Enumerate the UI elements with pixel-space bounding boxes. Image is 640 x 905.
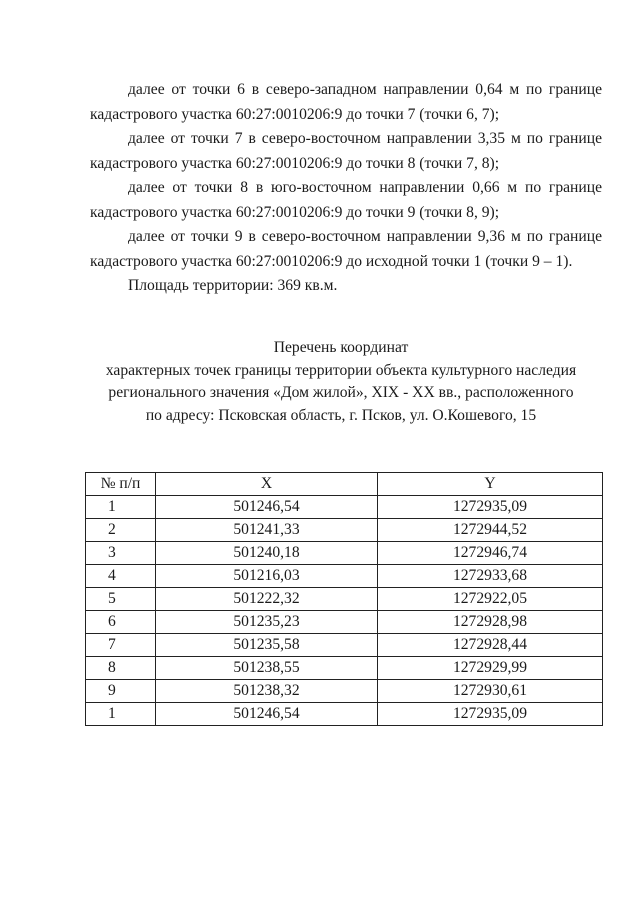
coord-y: 1272933,68 (378, 565, 603, 588)
coord-y: 1272930,61 (378, 680, 603, 703)
table-row (86, 634, 603, 657)
paragraph: далее от точки 8 в юго-восточном направлении 0,66 м по границе кадастрового участка 60:27:0010206:9 до точки 9 (точки 8, 9); (90, 179, 602, 221)
point-number: 9 (86, 680, 156, 703)
point-number: 1 (86, 496, 156, 519)
point-number: 6 (86, 611, 156, 634)
heading-line: регионального значения «Дом жилой», XIX - XX вв., расположенного (108, 384, 574, 401)
coord-x: 501235,23 (156, 611, 378, 634)
column-header-y: Y (378, 473, 603, 496)
paragraph: далее от точки 6 в северо-западном направлении 0,64 м по границе кадастрового участка 60:27:0010206:9 до точки 7 (точки 6, 7); (90, 81, 602, 123)
coord-y: 1272928,44 (378, 634, 603, 657)
table-row (86, 588, 603, 611)
point-number: 1 (86, 703, 156, 726)
point-number: 3 (86, 542, 156, 565)
coord-y: 1272929,99 (378, 657, 603, 680)
paragraph: далее от точки 9 в северо-восточном направлении 9,36 м по границе кадастрового участка 60:27:0010206:9 до исходной точки 1 (точки 9 – 1). (90, 228, 602, 270)
table-row (86, 611, 603, 634)
coord-y: 1272928,98 (378, 611, 603, 634)
paragraph: далее от точки 7 в северо-восточном направлении 3,35 м по границе кадастрового участка 60:27:0010206:9 до точки 8 (точки 7, 8); (90, 130, 602, 172)
coord-y: 1272935,09 (378, 703, 603, 726)
coord-y: 1272944,52 (378, 519, 603, 542)
coord-y: 1272935,09 (378, 496, 603, 519)
column-header-number: № п/п (86, 473, 156, 496)
column-header-x: X (156, 473, 378, 496)
table-row (86, 680, 603, 703)
coordinates-heading (80, 337, 602, 427)
heading-line: характерных точек границы территории объекта культурного наследия (105, 361, 577, 379)
table-row (86, 703, 603, 726)
coord-x: 501246,54 (156, 496, 378, 519)
boundary-description (90, 78, 602, 299)
table-row (86, 519, 603, 542)
coord-x: 501222,32 (156, 588, 378, 611)
coord-x: 501235,58 (156, 634, 378, 657)
coord-x: 501246,54 (156, 703, 378, 726)
coord-y: 1272922,05 (378, 588, 603, 611)
table-header-row (86, 473, 603, 496)
territory-area: Площадь территории: 369 кв.м. (128, 277, 338, 294)
point-number: 4 (86, 565, 156, 588)
point-number: 2 (86, 519, 156, 542)
point-number: 5 (86, 588, 156, 611)
table-row (86, 496, 603, 519)
point-number: 8 (86, 657, 156, 680)
table-row (86, 542, 603, 565)
heading-line: Перечень координат (273, 339, 409, 356)
table-row (86, 565, 603, 588)
table-row (86, 657, 603, 680)
coord-x: 501238,32 (156, 680, 378, 703)
point-number: 7 (86, 634, 156, 657)
heading-line: по адресу: Псковская область, г. Псков, ул. О.Кошевого, 15 (145, 406, 537, 424)
coord-x: 501216,03 (156, 565, 378, 588)
coord-y: 1272946,74 (378, 542, 603, 565)
coord-x: 501241,33 (156, 519, 378, 542)
coord-x: 501240,18 (156, 542, 378, 565)
coord-x: 501238,55 (156, 657, 378, 680)
coordinates-table (85, 472, 603, 726)
